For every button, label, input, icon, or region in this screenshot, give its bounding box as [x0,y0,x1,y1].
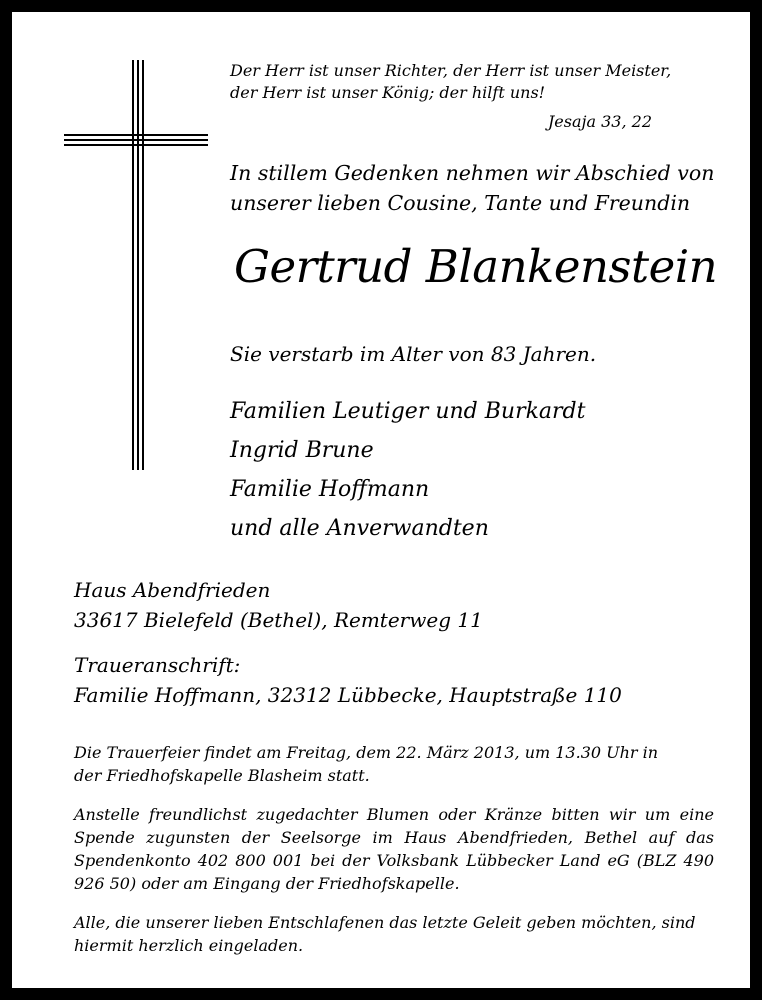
mourner-item: und alle Anverwandten [230,516,489,541]
ceremony-line: Die Trauerfeier findet am Freitag, dem 22. März 2013, um 13.30 Uhr in [74,743,659,762]
mourning-address [74,650,622,710]
donation-paragraph: Anstelle freundlichst zugedachter Blumen oder Kränze bitten wir um eine Spende zugunsten der Seelsorge im Haus Abendfrieden, Bethel auf das Spendenkonto 402 800 001 bei der Volksbank Lübbecker Land eG (BLZ 490 926 50) oder am Eingang der Friedhofskapelle. [74,805,714,893]
mourners-list [230,392,585,548]
address-line: 33617 Bielefeld (Bethel), Remterweg 11 [74,608,483,632]
address-line: Haus Abendfrieden [74,578,271,602]
verse-line: der Herr ist unser König; der hilft uns! [230,83,546,102]
verse-line: Der Herr ist unser Richter, der Herr ist unser Meister, [230,61,672,80]
mourning-address-value: Familie Hoffmann, 32312 Lübbecke, Hauptstraße 110 [74,683,622,707]
home-address [74,575,483,635]
intro-line: unserer lieben Cousine, Tante und Freundin [230,191,691,215]
mourning-address-label: Traueranschrift: [74,653,241,677]
ceremony-paragraph [74,741,714,787]
mourner-item: Familie Hoffmann [230,477,430,502]
age-line: Sie verstarb im Alter von 83 Jahren. [230,342,597,366]
invitation-line: hiermit herzlich eingeladen. [74,936,304,955]
mourner-item: Ingrid Brune [230,438,374,463]
invitation-line: Alle, die unserer lieben Entschlafenen das letzte Geleit geben möchten, sind [74,913,696,932]
intro-line: In stillem Gedenken nehmen wir Abschied von [230,161,715,185]
verse-reference: Jesaja 33, 22 [547,112,652,131]
cross-icon [64,60,208,470]
ceremony-line: der Friedhofskapelle Blasheim statt. [74,766,370,785]
invitation-paragraph [74,911,714,957]
bible-verse [230,60,671,104]
deceased-name: Gertrud Blankenstein [234,240,718,293]
mourner-item: Familien Leutiger und Burkardt [230,399,586,424]
intro-text [230,158,714,218]
